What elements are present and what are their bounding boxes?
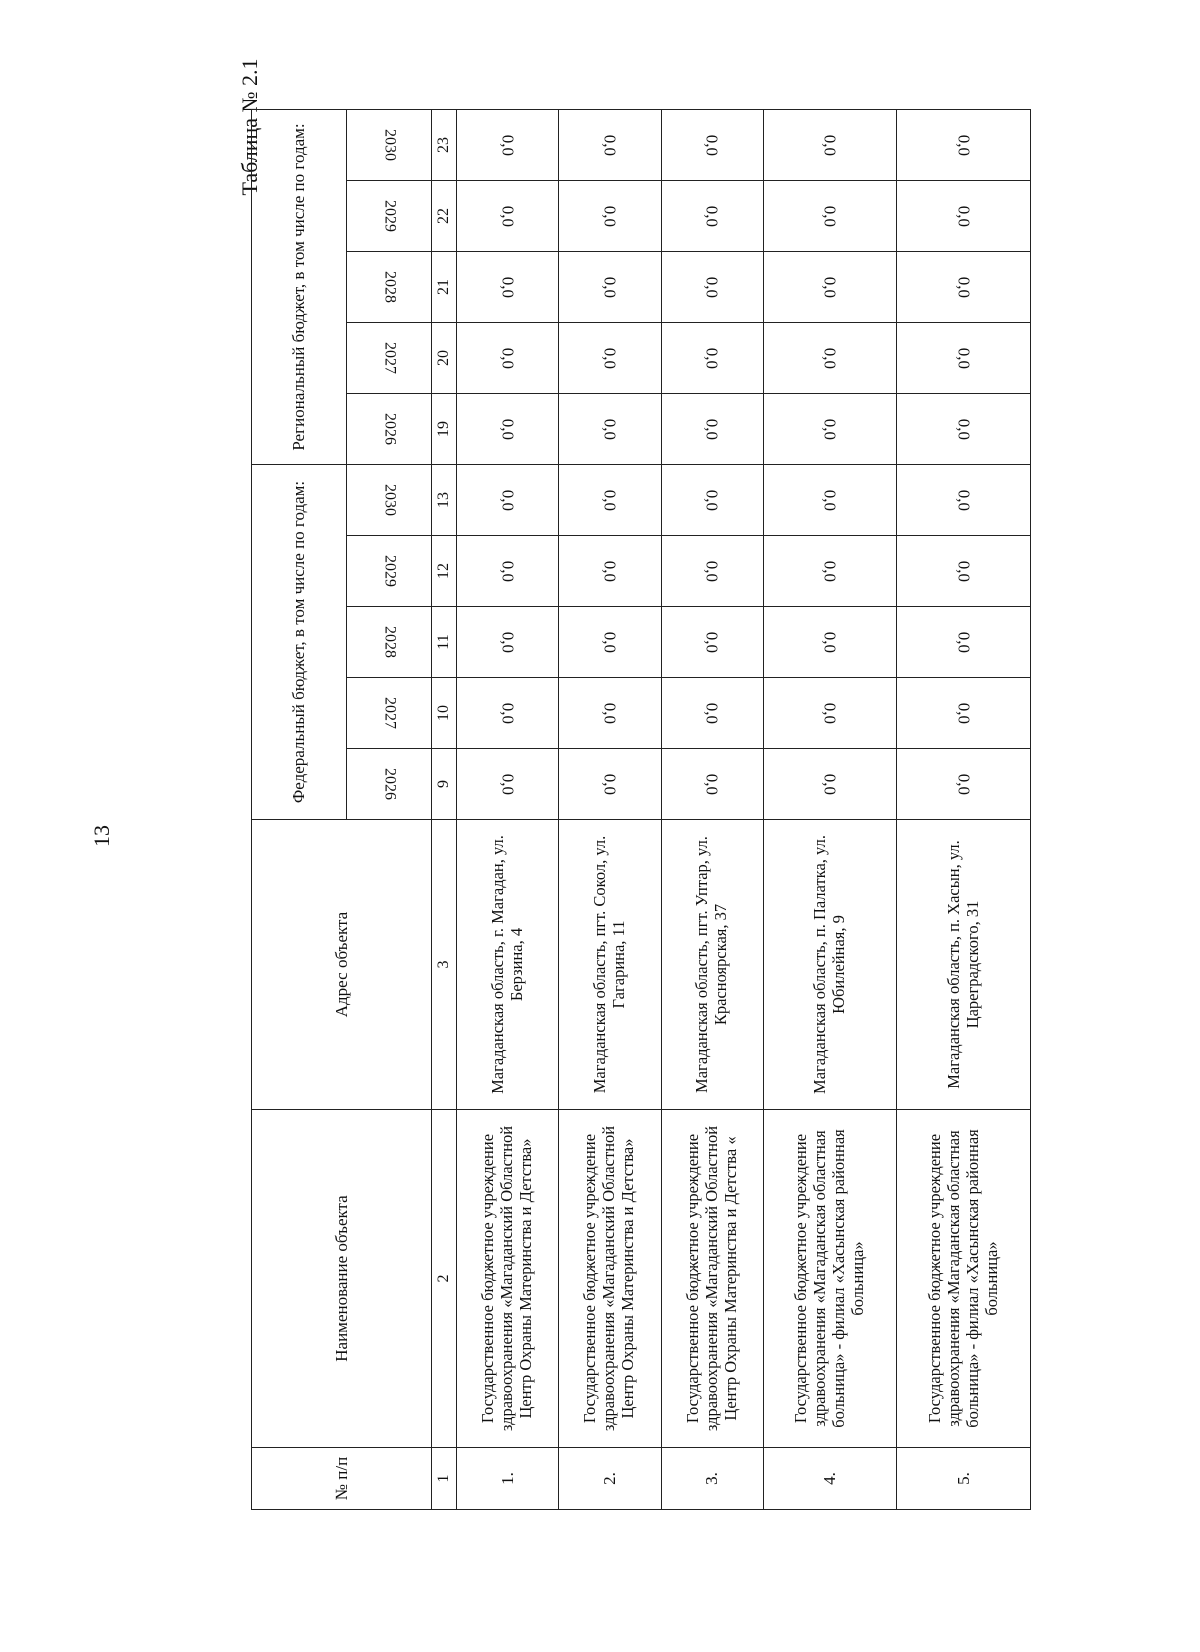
table-row bbox=[897, 110, 1031, 1510]
federal-budget-value bbox=[559, 749, 661, 820]
header-regional-year bbox=[347, 181, 432, 252]
federal-budget-value bbox=[763, 678, 897, 749]
value-text: 0,0 bbox=[820, 631, 840, 653]
value-text: 0,0 bbox=[600, 773, 620, 795]
row-number: 5. bbox=[897, 1448, 1031, 1510]
value-text: 0,0 bbox=[702, 560, 722, 582]
value-text: 0,0 bbox=[702, 418, 722, 440]
value-text: 0,0 bbox=[702, 773, 722, 795]
federal-budget-value bbox=[457, 678, 559, 749]
value-text: 0,0 bbox=[498, 773, 518, 795]
federal-budget-value bbox=[763, 607, 897, 678]
page-number: 13 bbox=[89, 825, 114, 847]
value-text: 0,0 bbox=[498, 205, 518, 227]
federal-budget-value bbox=[661, 536, 763, 607]
header-name: Наименование объекта bbox=[252, 1110, 432, 1448]
header-address: Адрес объекта bbox=[252, 820, 432, 1110]
budget-table bbox=[251, 109, 1031, 1510]
federal-budget-value bbox=[661, 465, 763, 536]
federal-budget-value bbox=[897, 465, 1031, 536]
header-federal-year bbox=[347, 465, 432, 536]
regional-budget-value bbox=[661, 181, 763, 252]
regional-budget-value bbox=[559, 394, 661, 465]
value-text: 0,0 bbox=[498, 347, 518, 369]
column-number: 3 bbox=[432, 820, 457, 1110]
column-number: 9 bbox=[432, 749, 457, 820]
row-number: 2. bbox=[559, 1448, 661, 1510]
object-name: Государственное бюджетное учреждение здравоохранения «Магаданский Областной Центр Охраны Материнства и Детства» bbox=[559, 1110, 661, 1448]
row-number: 4. bbox=[763, 1448, 897, 1510]
header-federal-year bbox=[347, 607, 432, 678]
year-label: 2027 bbox=[381, 697, 399, 729]
object-name: Государственное бюджетное учреждение здравоохранения «Магаданская областная больница» - филиал «Хасынская районная больница» bbox=[897, 1110, 1031, 1448]
table-caption: Таблица № 2.1 bbox=[237, 58, 262, 196]
object-address: Магаданская область, п. Хасын, ул. Цареградского, 31 bbox=[897, 820, 1031, 1110]
column-number: 11 bbox=[432, 607, 457, 678]
value-text: 0,0 bbox=[702, 134, 722, 156]
federal-budget-value bbox=[559, 678, 661, 749]
value-text: 0,0 bbox=[954, 631, 974, 653]
regional-budget-value bbox=[661, 323, 763, 394]
regional-budget-value bbox=[457, 181, 559, 252]
column-number: 12 bbox=[432, 536, 457, 607]
object-address: Магаданская область, г. Магадан, ул. Берзина, 4 bbox=[457, 820, 559, 1110]
column-number: 1 bbox=[432, 1448, 457, 1510]
value-text: 0,0 bbox=[954, 134, 974, 156]
federal-budget-value bbox=[457, 465, 559, 536]
federal-budget-value bbox=[897, 749, 1031, 820]
year-label: 2030 bbox=[381, 129, 399, 161]
value-text: 0,0 bbox=[954, 773, 974, 795]
value-text: 0,0 bbox=[498, 702, 518, 724]
regional-budget-value bbox=[661, 252, 763, 323]
header-num: № п/п bbox=[252, 1448, 432, 1510]
regional-budget-value bbox=[897, 181, 1031, 252]
row-number: 1. bbox=[457, 1448, 559, 1510]
value-text: 0,0 bbox=[600, 134, 620, 156]
value-text: 0,0 bbox=[702, 347, 722, 369]
regional-budget-value bbox=[559, 323, 661, 394]
budget-table-wrapper bbox=[251, 110, 1031, 1510]
header-federal-year bbox=[347, 536, 432, 607]
header-federal-year bbox=[347, 749, 432, 820]
value-text: 0,0 bbox=[820, 205, 840, 227]
federal-budget-value bbox=[763, 465, 897, 536]
header-regional-year bbox=[347, 323, 432, 394]
value-text: 0,0 bbox=[820, 418, 840, 440]
value-text: 0,0 bbox=[954, 489, 974, 511]
table-row bbox=[559, 110, 661, 1510]
table-row bbox=[457, 110, 559, 1510]
federal-budget-value bbox=[661, 749, 763, 820]
federal-budget-value bbox=[763, 749, 897, 820]
value-text: 0,0 bbox=[820, 347, 840, 369]
value-text: 0,0 bbox=[498, 134, 518, 156]
regional-budget-value bbox=[457, 394, 559, 465]
year-label: 2026 bbox=[381, 413, 399, 445]
value-text: 0,0 bbox=[600, 489, 620, 511]
regional-budget-value bbox=[763, 252, 897, 323]
federal-budget-value bbox=[897, 536, 1031, 607]
header-federal-budget: Федеральный бюджет, в том числе по годам: bbox=[252, 465, 347, 820]
value-text: 0,0 bbox=[498, 418, 518, 440]
regional-budget-value bbox=[897, 323, 1031, 394]
column-number: 23 bbox=[432, 110, 457, 181]
object-address: Магаданская область, пгт. Сокол, ул. Гагарина, 11 bbox=[559, 820, 661, 1110]
value-text: 0,0 bbox=[702, 276, 722, 298]
object-name: Государственное бюджетное учреждение здравоохранения «Магаданский Областной Центр Охраны Материнства и Детства « bbox=[661, 1110, 763, 1448]
year-label: 2030 bbox=[381, 484, 399, 516]
year-label: 2029 bbox=[381, 555, 399, 587]
value-text: 0,0 bbox=[702, 702, 722, 724]
value-text: 0,0 bbox=[600, 205, 620, 227]
header-regional-year bbox=[347, 252, 432, 323]
value-text: 0,0 bbox=[498, 276, 518, 298]
federal-budget-value bbox=[457, 607, 559, 678]
regional-budget-value bbox=[559, 181, 661, 252]
federal-budget-value bbox=[763, 536, 897, 607]
column-number: 19 bbox=[432, 394, 457, 465]
federal-budget-value bbox=[457, 749, 559, 820]
value-text: 0,0 bbox=[600, 560, 620, 582]
value-text: 0,0 bbox=[600, 702, 620, 724]
value-text: 0,0 bbox=[498, 631, 518, 653]
value-text: 0,0 bbox=[820, 702, 840, 724]
value-text: 0,0 bbox=[954, 418, 974, 440]
value-text: 0,0 bbox=[954, 560, 974, 582]
federal-budget-value bbox=[897, 607, 1031, 678]
value-text: 0,0 bbox=[702, 205, 722, 227]
value-text: 0,0 bbox=[600, 276, 620, 298]
year-label: 2028 bbox=[381, 626, 399, 658]
regional-budget-value bbox=[457, 252, 559, 323]
column-number: 2 bbox=[432, 1110, 457, 1448]
value-text: 0,0 bbox=[820, 276, 840, 298]
regional-budget-value bbox=[661, 110, 763, 181]
year-label: 2027 bbox=[381, 342, 399, 374]
value-text: 0,0 bbox=[820, 134, 840, 156]
value-text: 0,0 bbox=[954, 276, 974, 298]
year-label: 2028 bbox=[381, 271, 399, 303]
federal-budget-value bbox=[559, 465, 661, 536]
regional-budget-value bbox=[897, 110, 1031, 181]
table-row bbox=[763, 110, 897, 1510]
federal-budget-value bbox=[661, 678, 763, 749]
header-regional-year bbox=[347, 394, 432, 465]
value-text: 0,0 bbox=[702, 631, 722, 653]
regional-budget-value bbox=[763, 181, 897, 252]
header-regional-year bbox=[347, 110, 432, 181]
federal-budget-value bbox=[897, 678, 1031, 749]
regional-budget-value bbox=[763, 394, 897, 465]
value-text: 0,0 bbox=[702, 489, 722, 511]
value-text: 0,0 bbox=[820, 560, 840, 582]
year-label: 2029 bbox=[381, 200, 399, 232]
value-text: 0,0 bbox=[820, 489, 840, 511]
regional-budget-value bbox=[763, 323, 897, 394]
value-text: 0,0 bbox=[954, 205, 974, 227]
value-text: 0,0 bbox=[600, 418, 620, 440]
column-number: 13 bbox=[432, 465, 457, 536]
object-name: Государственное бюджетное учреждение здравоохранения «Магаданский Областной Центр Охраны Материнства и Детства» bbox=[457, 1110, 559, 1448]
object-address: Магаданская область, пгт. Уптар, ул. Красноярская, 37 bbox=[661, 820, 763, 1110]
regional-budget-value bbox=[897, 394, 1031, 465]
value-text: 0,0 bbox=[498, 560, 518, 582]
value-text: 0,0 bbox=[600, 631, 620, 653]
value-text: 0,0 bbox=[954, 347, 974, 369]
header-federal-year bbox=[347, 678, 432, 749]
regional-budget-value bbox=[897, 252, 1031, 323]
table-row bbox=[661, 110, 763, 1510]
regional-budget-value bbox=[457, 323, 559, 394]
federal-budget-value bbox=[661, 607, 763, 678]
column-number: 22 bbox=[432, 181, 457, 252]
federal-budget-value bbox=[559, 607, 661, 678]
header-regional-budget: Региональный бюджет, в том числе по годам: bbox=[252, 110, 347, 465]
object-address: Магаданская область, п. Палатка, ул. Юбилейная, 9 bbox=[763, 820, 897, 1110]
regional-budget-value bbox=[661, 394, 763, 465]
regional-budget-value bbox=[559, 110, 661, 181]
value-text: 0,0 bbox=[820, 773, 840, 795]
federal-budget-value bbox=[457, 536, 559, 607]
value-text: 0,0 bbox=[498, 489, 518, 511]
value-text: 0,0 bbox=[954, 702, 974, 724]
federal-budget-value bbox=[559, 536, 661, 607]
row-number: 3. bbox=[661, 1448, 763, 1510]
regional-budget-value bbox=[457, 110, 559, 181]
column-number: 10 bbox=[432, 678, 457, 749]
year-label: 2026 bbox=[381, 768, 399, 800]
column-number: 20 bbox=[432, 323, 457, 394]
object-name: Государственное бюджетное учреждение здравоохранения «Магаданская областная больница» - филиал «Хасынская районная больница» bbox=[763, 1110, 897, 1448]
column-number: 21 bbox=[432, 252, 457, 323]
regional-budget-value bbox=[763, 110, 897, 181]
value-text: 0,0 bbox=[600, 347, 620, 369]
regional-budget-value bbox=[559, 252, 661, 323]
